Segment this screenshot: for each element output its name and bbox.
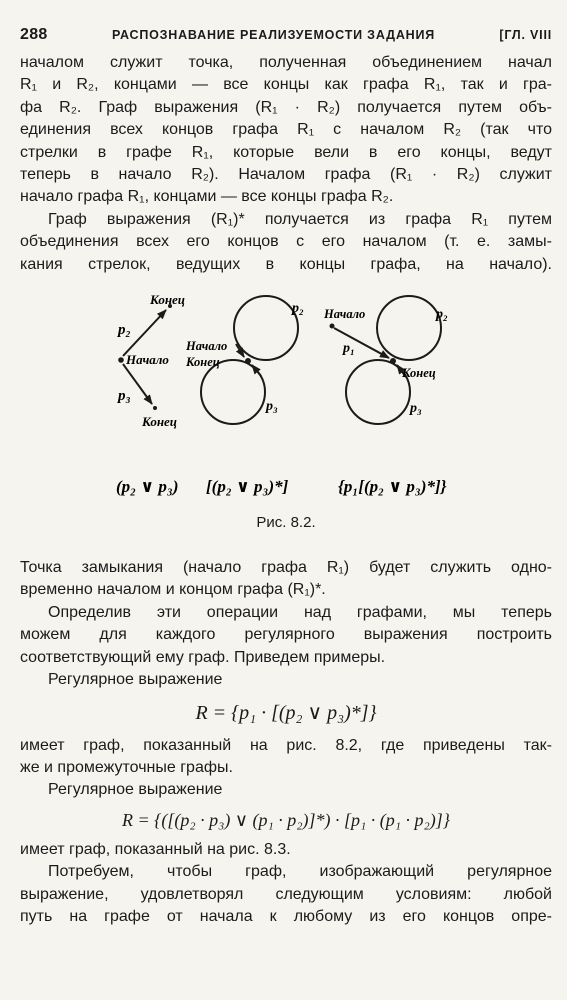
end-node-bottom (153, 406, 157, 410)
paragraph-5 (20, 735, 552, 780)
edge-label-p3: p₃ (266, 399, 278, 415)
graph-3-formula: {p₁[(p₂ ∨ p₃)*]} (338, 477, 447, 497)
node (390, 358, 396, 364)
start-label: Начало (126, 352, 169, 368)
paragraph-6 (20, 839, 552, 861)
start-node (118, 357, 124, 363)
text-line: можем для каждого регулярного выражения построить (20, 626, 552, 644)
text-line: единения всех концов графа R₁ с началом R₂ (так что (20, 121, 552, 139)
graph-1-formula: (p₂ ∨ p₃) (116, 477, 179, 497)
edge-label-p2: p₂ (292, 301, 304, 317)
start-label: Начало (186, 339, 228, 354)
node (245, 358, 251, 364)
edge-label-p3: p₃ (410, 401, 422, 417)
graph-diagram (20, 288, 552, 510)
text-line: фа R₂. Граф выражения (R₁ · R₂) получается путем объ- (20, 98, 552, 116)
paragraph-4 (20, 602, 552, 669)
end-label: Конец (402, 366, 436, 381)
loop-p2 (234, 296, 298, 360)
end-label-top: Конец (150, 292, 186, 308)
text-line: началом служит точка, полученная объединением начал (20, 54, 552, 71)
graph-3 (323, 296, 448, 496)
paragraph-7 (20, 861, 552, 928)
edge-label-p2: p₂ (436, 307, 448, 323)
graph-2 (185, 296, 304, 496)
formula-2: R = {([(p₂ · p₃) ∨ (p₁ · p₂)]*) · [p₁ · (p₁ · p₂)]} (122, 809, 450, 830)
text-line: соответствующий ему граф. Приведем примеры. (20, 648, 386, 666)
text-line: кания стрелок, ведущих в концы графа, на начало). (20, 255, 552, 273)
figure-caption: Рис. 8.2. (256, 514, 316, 532)
edge-label-p3: p₃ (118, 388, 131, 405)
running-header (20, 26, 552, 48)
loop-p3-arrow (252, 365, 261, 376)
graph-1 (116, 292, 185, 496)
text-line: Регулярное выражение (48, 781, 223, 799)
text-line: имеет граф, показанный на рис. 8.3. (20, 840, 291, 858)
text-line: Потребуем, чтобы граф, изображающий регулярное (48, 863, 552, 881)
start-label: Начало (324, 307, 366, 322)
text-line: Регулярное выражение (48, 671, 223, 689)
running-title: РАСПОЗНАВАНИЕ РЕАЛИЗУЕМОСТИ ЗАДАНИЯ (111, 28, 436, 42)
start-node (330, 324, 335, 329)
label-regular-expression-1 (20, 669, 552, 691)
end-label: Конец (186, 355, 220, 370)
text-line: же и промежуточные графы. (20, 758, 233, 776)
edge-label-p2: p₂ (118, 322, 131, 339)
text-line: R₁ и R₂, концами — все концы как графа R₁, так и гра- (20, 76, 552, 94)
body-text (20, 52, 552, 276)
end-label-bottom: Конец (142, 414, 178, 430)
paragraph-1 (20, 52, 552, 209)
body-text-2 (20, 557, 552, 691)
chapter-label: [ГЛ. VIII (499, 28, 552, 42)
loop-p2 (377, 296, 441, 360)
body-text-4 (20, 839, 552, 929)
paragraph-2 (20, 209, 552, 276)
text-line: выражение, удовлетворял следующим условиям: любой (20, 885, 552, 903)
book-page (20, 26, 552, 928)
paragraph-3 (20, 557, 552, 602)
text-line: Граф выражения (R₁)* получается из графа R₁ путем (48, 210, 552, 228)
label-regular-expression-2 (20, 779, 552, 801)
page-number: 288 (20, 26, 48, 43)
text-line: временно началом и концом графа (R₁)*. (20, 581, 326, 599)
figure-8-2 (20, 288, 552, 510)
body-text-3 (20, 735, 552, 802)
text-line: объединения всех его концов с его началом (т. е. замы- (20, 233, 552, 251)
graph-2-formula: [(p₂ ∨ p₃)*] (206, 477, 289, 497)
text-line: имеет граф, показанный на рис. 8.2, где приведены так- (20, 736, 552, 754)
text-line: Определив эти операции над графами, мы теперь (48, 603, 552, 621)
text-line: стрелки в графе R₁, которые вели в его концы, ведут (20, 143, 552, 161)
text-line: путь на графе от начала к любому из его концов опре- (20, 907, 552, 925)
formula-1: R = {p₁ · [(p₂ ∨ p₃)*]} (195, 701, 377, 724)
text-line: начало графа R₁, концами — все концы графа R₂. (20, 188, 394, 206)
edge-label-p1: p₁ (343, 341, 355, 357)
text-line: Точка замыкания (начало графа R₁) будет служить одно- (20, 559, 552, 577)
text-line: теперь в начало R₂). Началом графа (R₁ · R₂) служит (20, 166, 552, 184)
